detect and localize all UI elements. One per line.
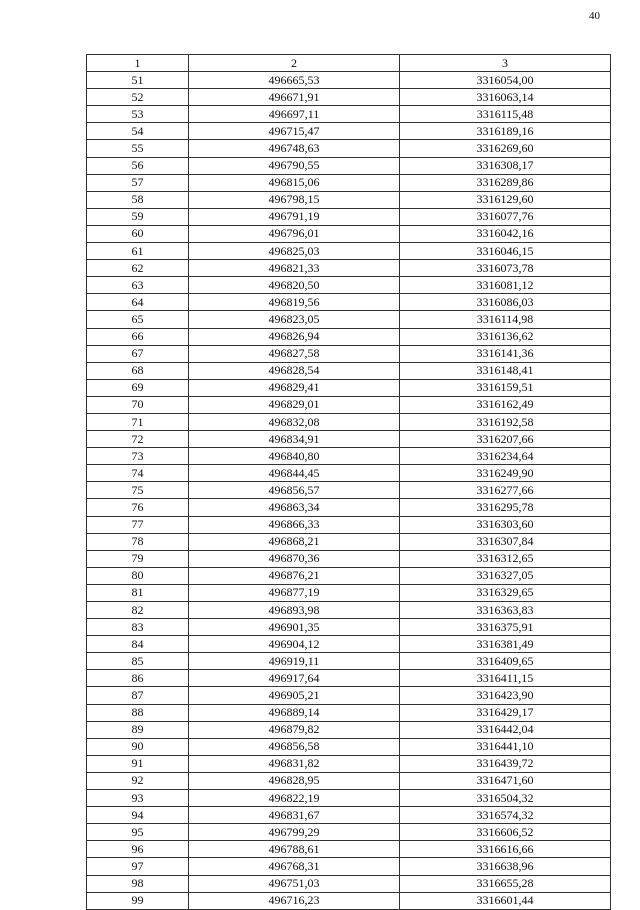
table-row: [87, 328, 611, 345]
cell-point-number: 75: [87, 482, 189, 499]
table-row: [87, 738, 611, 755]
cell-y-coordinate: 3316046,15: [400, 243, 611, 260]
cell-x-coordinate: 496791,19: [189, 208, 400, 225]
cell-point-number: 61: [87, 243, 189, 260]
cell-x-coordinate: 496825,03: [189, 243, 400, 260]
table-row: [87, 533, 611, 550]
cell-x-coordinate: 496844,45: [189, 465, 400, 482]
table-row: [87, 413, 611, 430]
cell-point-number: 99: [87, 892, 189, 909]
cell-x-coordinate: 496821,33: [189, 260, 400, 277]
table-row: [87, 294, 611, 311]
cell-point-number: 60: [87, 225, 189, 242]
table-row: [87, 277, 611, 294]
table-row: [87, 362, 611, 379]
cell-x-coordinate: 496856,57: [189, 482, 400, 499]
cell-point-number: 98: [87, 875, 189, 892]
cell-point-number: 86: [87, 670, 189, 687]
cell-y-coordinate: 3316409,65: [400, 653, 611, 670]
cell-y-coordinate: 3316308,17: [400, 157, 611, 174]
table-row: [87, 670, 611, 687]
cell-y-coordinate: 3316289,86: [400, 174, 611, 191]
table-row: [87, 841, 611, 858]
table-row: [87, 465, 611, 482]
cell-x-coordinate: 496905,21: [189, 687, 400, 704]
cell-y-coordinate: 3316327,05: [400, 567, 611, 584]
cell-point-number: 89: [87, 721, 189, 738]
cell-x-coordinate: 496827,58: [189, 345, 400, 362]
cell-point-number: 82: [87, 602, 189, 619]
table-row: [87, 584, 611, 601]
table-row: [87, 875, 611, 892]
table-row: [87, 499, 611, 516]
cell-point-number: 65: [87, 311, 189, 328]
cell-point-number: 71: [87, 413, 189, 430]
cell-x-coordinate: 496828,54: [189, 362, 400, 379]
table-row: [87, 482, 611, 499]
table-row: [87, 191, 611, 208]
cell-x-coordinate: 496876,21: [189, 567, 400, 584]
cell-y-coordinate: 3316504,32: [400, 790, 611, 807]
cell-x-coordinate: 496665,53: [189, 72, 400, 89]
cell-x-coordinate: 496831,67: [189, 807, 400, 824]
cell-x-coordinate: 496831,82: [189, 755, 400, 772]
cell-y-coordinate: 3316307,84: [400, 533, 611, 550]
cell-y-coordinate: 3316207,66: [400, 431, 611, 448]
table-row: [87, 140, 611, 157]
cell-x-coordinate: 496919,11: [189, 653, 400, 670]
table-row: [87, 653, 611, 670]
cell-y-coordinate: 3316655,28: [400, 875, 611, 892]
cell-point-number: 88: [87, 704, 189, 721]
cell-y-coordinate: 3316141,36: [400, 345, 611, 362]
table-row: [87, 550, 611, 567]
cell-point-number: 90: [87, 738, 189, 755]
cell-y-coordinate: 3316129,60: [400, 191, 611, 208]
cell-x-coordinate: 496748,63: [189, 140, 400, 157]
cell-point-number: 55: [87, 140, 189, 157]
cell-x-coordinate: 496790,55: [189, 157, 400, 174]
cell-y-coordinate: 3316601,44: [400, 892, 611, 909]
table-row: [87, 208, 611, 225]
cell-point-number: 77: [87, 516, 189, 533]
cell-y-coordinate: 3316234,64: [400, 448, 611, 465]
cell-point-number: 96: [87, 841, 189, 858]
cell-x-coordinate: 496868,21: [189, 533, 400, 550]
cell-y-coordinate: 3316114,98: [400, 311, 611, 328]
cell-point-number: 52: [87, 89, 189, 106]
cell-point-number: 84: [87, 636, 189, 653]
cell-point-number: 67: [87, 345, 189, 362]
cell-y-coordinate: 3316303,60: [400, 516, 611, 533]
cell-point-number: 80: [87, 567, 189, 584]
cell-point-number: 74: [87, 465, 189, 482]
cell-x-coordinate: 496866,33: [189, 516, 400, 533]
cell-y-coordinate: 3316189,16: [400, 123, 611, 140]
cell-x-coordinate: 496826,94: [189, 328, 400, 345]
table-row: [87, 431, 611, 448]
table-row: [87, 89, 611, 106]
cell-point-number: 94: [87, 807, 189, 824]
cell-x-coordinate: 496917,64: [189, 670, 400, 687]
table-row: [87, 807, 611, 824]
cell-point-number: 62: [87, 260, 189, 277]
cell-y-coordinate: 3316115,48: [400, 106, 611, 123]
cell-x-coordinate: 496788,61: [189, 841, 400, 858]
cell-y-coordinate: 3316162,49: [400, 396, 611, 413]
cell-x-coordinate: 496877,19: [189, 584, 400, 601]
cell-point-number: 54: [87, 123, 189, 140]
cell-y-coordinate: 3316638,96: [400, 858, 611, 875]
cell-x-coordinate: 496768,31: [189, 858, 400, 875]
table-row: [87, 619, 611, 636]
table-row: [87, 243, 611, 260]
table-row: [87, 72, 611, 89]
cell-y-coordinate: 3316277,66: [400, 482, 611, 499]
cell-y-coordinate: 3316375,91: [400, 619, 611, 636]
cell-point-number: 63: [87, 277, 189, 294]
cell-y-coordinate: 3316073,78: [400, 260, 611, 277]
cell-y-coordinate: 3316081,12: [400, 277, 611, 294]
table-row: [87, 396, 611, 413]
cell-y-coordinate: 3316411,15: [400, 670, 611, 687]
cell-y-coordinate: 3316269,60: [400, 140, 611, 157]
cell-y-coordinate: 3316363,83: [400, 602, 611, 619]
table-row: [87, 858, 611, 875]
cell-point-number: 83: [87, 619, 189, 636]
cell-y-coordinate: 3316192,58: [400, 413, 611, 430]
cell-x-coordinate: 496823,05: [189, 311, 400, 328]
cell-y-coordinate: 3316329,65: [400, 584, 611, 601]
cell-x-coordinate: 496832,08: [189, 413, 400, 430]
cell-y-coordinate: 3316439,72: [400, 755, 611, 772]
table-row: [87, 567, 611, 584]
table-row: [87, 345, 611, 362]
cell-y-coordinate: 3316148,41: [400, 362, 611, 379]
table-header-row: [87, 55, 611, 72]
table-row: [87, 824, 611, 841]
cell-x-coordinate: 496796,01: [189, 225, 400, 242]
table-row: [87, 448, 611, 465]
cell-point-number: 76: [87, 499, 189, 516]
cell-y-coordinate: 3316086,03: [400, 294, 611, 311]
page-number: 40: [589, 10, 600, 22]
cell-y-coordinate: 3316381,49: [400, 636, 611, 653]
table-row: [87, 516, 611, 533]
cell-point-number: 59: [87, 208, 189, 225]
table-row: [87, 123, 611, 140]
cell-y-coordinate: 3316077,76: [400, 208, 611, 225]
column-header-y: 3: [400, 55, 611, 72]
cell-x-coordinate: 496901,35: [189, 619, 400, 636]
table-body: [87, 72, 611, 910]
cell-point-number: 81: [87, 584, 189, 601]
cell-y-coordinate: 3316442,04: [400, 721, 611, 738]
column-header-point-number: 1: [87, 55, 189, 72]
cell-x-coordinate: 496820,50: [189, 277, 400, 294]
cell-x-coordinate: 496829,01: [189, 396, 400, 413]
cell-point-number: 70: [87, 396, 189, 413]
cell-y-coordinate: 3316249,90: [400, 465, 611, 482]
table-row: [87, 260, 611, 277]
cell-x-coordinate: 496819,56: [189, 294, 400, 311]
table-row: [87, 772, 611, 789]
cell-y-coordinate: 3316054,00: [400, 72, 611, 89]
cell-point-number: 78: [87, 533, 189, 550]
cell-x-coordinate: 496697,11: [189, 106, 400, 123]
cell-y-coordinate: 3316295,78: [400, 499, 611, 516]
cell-x-coordinate: 496863,34: [189, 499, 400, 516]
cell-x-coordinate: 496856,58: [189, 738, 400, 755]
cell-x-coordinate: 496893,98: [189, 602, 400, 619]
cell-y-coordinate: 3316471,60: [400, 772, 611, 789]
cell-x-coordinate: 496840,80: [189, 448, 400, 465]
table-row: [87, 225, 611, 242]
cell-point-number: 53: [87, 106, 189, 123]
cell-point-number: 95: [87, 824, 189, 841]
cell-x-coordinate: 496904,12: [189, 636, 400, 653]
cell-x-coordinate: 496798,15: [189, 191, 400, 208]
cell-point-number: 91: [87, 755, 189, 772]
cell-point-number: 85: [87, 653, 189, 670]
cell-point-number: 57: [87, 174, 189, 191]
cell-point-number: 69: [87, 379, 189, 396]
cell-x-coordinate: 496828,95: [189, 772, 400, 789]
cell-point-number: 64: [87, 294, 189, 311]
cell-point-number: 68: [87, 362, 189, 379]
cell-x-coordinate: 496829,41: [189, 379, 400, 396]
table-row: [87, 636, 611, 653]
table-row: [87, 687, 611, 704]
cell-x-coordinate: 496822,19: [189, 790, 400, 807]
cell-y-coordinate: 3316616,66: [400, 841, 611, 858]
cell-x-coordinate: 496751,03: [189, 875, 400, 892]
table-row: [87, 157, 611, 174]
cell-y-coordinate: 3316159,51: [400, 379, 611, 396]
cell-y-coordinate: 3316429,17: [400, 704, 611, 721]
table-row: [87, 379, 611, 396]
cell-x-coordinate: 496889,14: [189, 704, 400, 721]
cell-x-coordinate: 496870,36: [189, 550, 400, 567]
cell-y-coordinate: 3316606,52: [400, 824, 611, 841]
cell-point-number: 93: [87, 790, 189, 807]
table-row: [87, 892, 611, 909]
cell-point-number: 92: [87, 772, 189, 789]
table-row: [87, 790, 611, 807]
coordinates-table: [86, 54, 611, 910]
cell-y-coordinate: 3316136,62: [400, 328, 611, 345]
cell-point-number: 66: [87, 328, 189, 345]
cell-y-coordinate: 3316042,16: [400, 225, 611, 242]
column-header-x: 2: [189, 55, 400, 72]
cell-x-coordinate: 496879,82: [189, 721, 400, 738]
cell-x-coordinate: 496799,29: [189, 824, 400, 841]
cell-point-number: 87: [87, 687, 189, 704]
cell-y-coordinate: 3316574,32: [400, 807, 611, 824]
cell-point-number: 58: [87, 191, 189, 208]
table-row: [87, 721, 611, 738]
cell-point-number: 73: [87, 448, 189, 465]
cell-point-number: 72: [87, 431, 189, 448]
cell-point-number: 79: [87, 550, 189, 567]
cell-y-coordinate: 3316423,90: [400, 687, 611, 704]
cell-x-coordinate: 496671,91: [189, 89, 400, 106]
cell-y-coordinate: 3316063,14: [400, 89, 611, 106]
cell-x-coordinate: 496716,23: [189, 892, 400, 909]
cell-y-coordinate: 3316312,65: [400, 550, 611, 567]
table-row: [87, 311, 611, 328]
table-row: [87, 704, 611, 721]
table-row: [87, 755, 611, 772]
cell-x-coordinate: 496834,91: [189, 431, 400, 448]
cell-point-number: 56: [87, 157, 189, 174]
table-row: [87, 106, 611, 123]
table-row: [87, 602, 611, 619]
cell-y-coordinate: 3316441,10: [400, 738, 611, 755]
cell-x-coordinate: 496815,06: [189, 174, 400, 191]
cell-x-coordinate: 496715,47: [189, 123, 400, 140]
table-row: [87, 174, 611, 191]
cell-point-number: 51: [87, 72, 189, 89]
cell-point-number: 97: [87, 858, 189, 875]
